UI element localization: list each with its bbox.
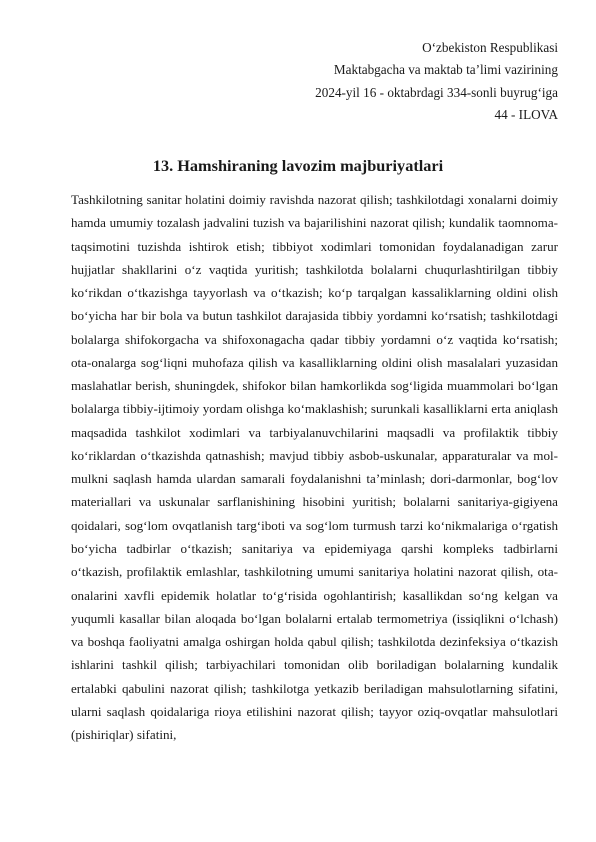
header-line-country: O‘zbekiston Respublikasi [422, 40, 558, 55]
header-line-order: 2024-yil 16 - oktabrdagi 334-sonli buyrug‘iga [315, 84, 558, 100]
document-title: 13. Hamshiraning lavozim majburiyatlari [152, 156, 444, 175]
header-line-appendix: 44 - ILOVA [494, 106, 558, 122]
document-body-paragraph: Tashkilotning sanitar holatini doimiy ravishda nazorat qilish; tashkilotdagi xonalarni doimiy hamda umumiy tozalash jadvalini tuzish va bajarilishini nazorat qilish; kundalik taomnoma-taqsimotini tuzishda ishtirok etish; tibbiyot xodimlari tomonidan foydalanadigan zarur hujjatlar shakllarini o‘z vaqtida yuritish; tashkilotda bolalarni chuqurlashtirilgan tibbiy ko‘rikdan o‘tkazishga tayyorlash va o‘tkazish; ko‘p tarqalgan kassaliklarning oldini olish bo‘yicha har bir bola va butun tashkilot darajasida tibbiy yordamni ko‘rsatish; tashkilotdagi bolalarga shifokorgacha va shifoxonagacha qadar tibbiy yordamni o‘z vaqtida ko‘rsatish; ota-onalarga sog‘liqni muhofaza qilish va kasalliklarning oldini olish masalalari yuzasidan maslahatlar berish, shuningdek, shifokor bilan hamkorlikda sog‘ligida muammolari bo‘lgan bolalarga tibbiy-ijtimoiy yordam olishga ko‘maklashish; surunkali kasalliklarni erta aniqlash maqsadida tashkilot xodimlari va tarbiyalanuvchilarini maqsadli va profilaktik tibbiy ko‘riklardan o‘tkazishda qatnashish; mavjud tibbiy asbob-uskunalar, apparaturalar va mol-mulkni saqlash hamda ulardan samarali foydalanishni ta’minlash; dori-darmonlar, bog‘lov materiallari va uskunalar sarflanishining hisobini yuritish; bolalarni sanitariya-gigiyena qoidalari, sog‘lom ovqatlanish targ‘iboti va sog‘lom turmush tarzi ko‘nikmalariga o‘rgatish bo‘yicha tadbirlar o‘tkazish; sanitariya va epidemiyaga qarshi kompleks tadbirlarni o‘tkazish, profilaktik emlashlar, tashkilotning umumi sanitariya holatini nazorat qilish, ota-onalarini xavfli epidemik holatlar to‘g‘risida ogohlantirish; kasallikdan so‘ng kelgan va yuqumli kasallar bilan aloqada bo‘lgan bolalarni ertalab termometriya (issiqlikni o‘lchash) va boshqa faoliyatni amalga oshirgan holda qabul qilish; tashkilotda dezinfeksiya o‘tkazish ishlarini tashkil qilish; tarbiyachilari tomonidan olib boriladigan bolalarning kundalik ertalabki qabulini nazorat qilish; tashkilotga yetkazib beriladigan mahsulotlarning sifatini, ularni saqlash qoidalariga rioya etilishini nazorat qilish; tayyor oziq-ovqatlar mahsulotlari (pishiriqlar) sifatini, [71, 192, 558, 743]
header-line-ministry: Maktabgacha va maktab ta’limi vazirining [333, 62, 558, 78]
document-header [315, 37, 558, 126]
